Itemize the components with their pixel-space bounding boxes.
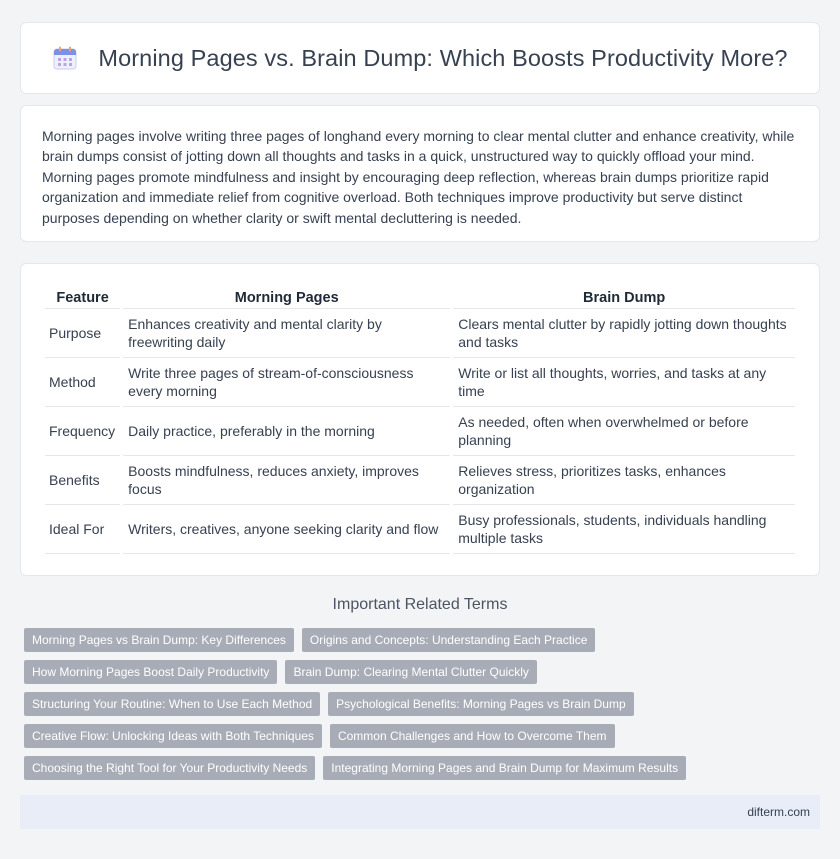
brain-dump-cell: Busy professionals, students, individuals handling multiple tasks xyxy=(453,505,795,554)
brain-dump-cell: Clears mental clutter by rapidly jotting down thoughts and tasks xyxy=(453,309,795,358)
morning-pages-cell: Writers, creatives, anyone seeking clarity and flow xyxy=(123,505,450,554)
feature-cell: Benefits xyxy=(45,456,120,505)
header-morning-pages: Morning Pages xyxy=(123,284,450,309)
morning-pages-cell: Daily practice, preferably in the morning xyxy=(123,407,450,456)
comparison-card xyxy=(20,263,820,576)
brain-dump-cell: Write or list all thoughts, worries, and tasks at any time xyxy=(453,358,795,407)
table-row xyxy=(45,309,795,358)
footer-site-link[interactable]: difterm.com xyxy=(747,805,810,819)
related-term-link[interactable]: Brain Dump: Clearing Mental Clutter Quickly xyxy=(285,660,536,684)
header-feature: Feature xyxy=(45,284,120,309)
morning-pages-cell: Enhances creativity and mental clarity by freewriting daily xyxy=(123,309,450,358)
calendar-icon xyxy=(52,45,78,71)
morning-pages-cell: Boosts mindfulness, reduces anxiety, improves focus xyxy=(123,456,450,505)
related-term-link[interactable]: Morning Pages vs Brain Dump: Key Differences xyxy=(24,628,294,652)
page-title: Morning Pages vs. Brain Dump: Which Boosts Productivity More? xyxy=(98,44,788,71)
related-term-link[interactable]: Choosing the Right Tool for Your Productivity Needs xyxy=(24,756,315,780)
header-brain-dump: Brain Dump xyxy=(453,284,795,309)
related-term-link[interactable]: Structuring Your Routine: When to Use Each Method xyxy=(24,692,320,716)
feature-cell: Purpose xyxy=(45,309,120,358)
intro-card xyxy=(20,105,820,242)
header-card xyxy=(20,22,820,94)
brain-dump-cell: Relieves stress, prioritizes tasks, enhances organization xyxy=(453,456,795,505)
related-terms-list xyxy=(24,628,824,788)
comparison-table xyxy=(42,284,798,554)
table-row xyxy=(45,505,795,554)
related-term-link[interactable]: Origins and Concepts: Understanding Each Practice xyxy=(302,628,595,652)
related-terms-title: Important Related Terms xyxy=(332,596,508,613)
intro-text: Morning pages involve writing three pages of longhand every morning to clear mental clutter and enhance creativity, while brain dumps consist of jotting down all thoughts and tasks in a quick, unstructured way to quickly offload your mind. Morning pages promote mindfulness and insight by encouraging deep reflection, whereas brain dumps prioritize rapid organization and immediate relief from cognitive overload. Both techniques improve productivity but serve distinct purposes depending on whether clarity or swift mental decluttering is needed. xyxy=(42,128,795,226)
related-term-link[interactable]: Psychological Benefits: Morning Pages vs Brain Dump xyxy=(328,692,633,716)
morning-pages-cell: Write three pages of stream-of-consciousness every morning xyxy=(123,358,450,407)
brain-dump-cell: As needed, often when overwhelmed or before planning xyxy=(453,407,795,456)
feature-cell: Frequency xyxy=(45,407,120,456)
table-row xyxy=(45,407,795,456)
related-term-link[interactable]: How Morning Pages Boost Daily Productivity xyxy=(24,660,277,684)
table-header-row xyxy=(45,284,795,309)
related-term-link[interactable]: Common Challenges and How to Overcome Them xyxy=(330,724,615,748)
related-term-link[interactable]: Integrating Morning Pages and Brain Dump for Maximum Results xyxy=(323,756,686,780)
feature-cell: Method xyxy=(45,358,120,407)
related-term-link[interactable]: Creative Flow: Unlocking Ideas with Both Techniques xyxy=(24,724,322,748)
feature-cell: Ideal For xyxy=(45,505,120,554)
footer xyxy=(20,795,820,829)
table-row xyxy=(45,358,795,407)
table-row xyxy=(45,456,795,505)
